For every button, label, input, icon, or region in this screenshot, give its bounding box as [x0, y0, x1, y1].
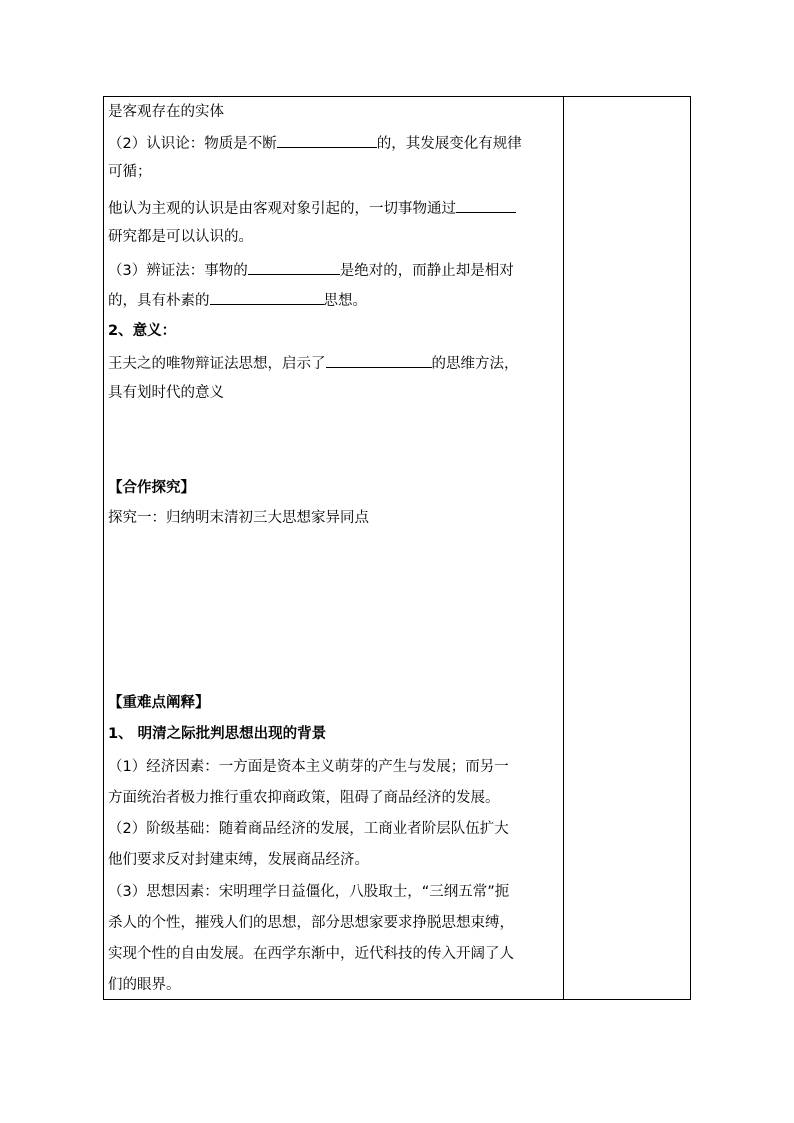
fill-blank[interactable] [248, 259, 340, 275]
key-points-heading: 【重难点阐释】 [108, 695, 210, 711]
explore-1: 探究一：归纳明末清初三大思想家异同点 [108, 510, 369, 526]
econ-line-1: （1）经济因素：一方面是资本主义萌芽的产生与发展；而另一 [108, 759, 509, 775]
fill-blank[interactable] [277, 132, 377, 148]
text-line: 研究都是可以认识的。 [108, 229, 253, 245]
class-line-2: 他们要求反对封建束缚，发展商品经济。 [108, 852, 369, 868]
column-divider [563, 96, 564, 1000]
dialectics-line: （3）辨证法：事物的 是绝对的，而静止却是相对 [108, 259, 514, 281]
epistemology-line: （2）认识论：物质是不断 的，其发展变化有规律 [108, 132, 522, 154]
key-1-heading: 1、 明清之际批判思想出现的背景 [108, 726, 327, 742]
econ-line-2: 方面统治者极力推行重农抑商政策，阻碍了商品经济的发展。 [108, 790, 500, 806]
fill-blank[interactable] [456, 197, 516, 213]
dialectics-line-2: 的，具有朴素的 思想。 [108, 289, 367, 311]
text-line: 可循； [108, 164, 152, 180]
fill-blank[interactable] [210, 289, 324, 305]
meaning-heading: 2、意义： [108, 323, 177, 339]
fill-blank[interactable] [326, 352, 432, 368]
view-line: 他认为主观的认识是由客观对象引起的，一切事物通过 [108, 197, 516, 219]
class-line-1: （2）阶级基础：随着商品经济的发展，工商业者阶层队伍扩大 [108, 821, 509, 837]
thought-line-4: 们的眼界。 [108, 977, 181, 993]
thought-line-2: 杀人的个性，摧残人们的思想，部分思想家要求挣脱思想束缚， [108, 915, 514, 931]
text-line: 是客观存在的实体 [108, 104, 224, 120]
meaning-line: 王夫之的唯物辩证法思想，启示了 的思维方法， [108, 352, 519, 374]
coop-heading: 【合作探究】 [108, 480, 195, 496]
thought-line-1: （3）思想因素：宋明理学日益僵化，八股取士，“三纲五常”扼 [108, 884, 510, 900]
thought-line-3: 实现个性的自由发展。在西学东渐中，近代科技的传入开阔了人 [108, 946, 514, 962]
text-line: 具有划时代的意义 [108, 385, 224, 401]
